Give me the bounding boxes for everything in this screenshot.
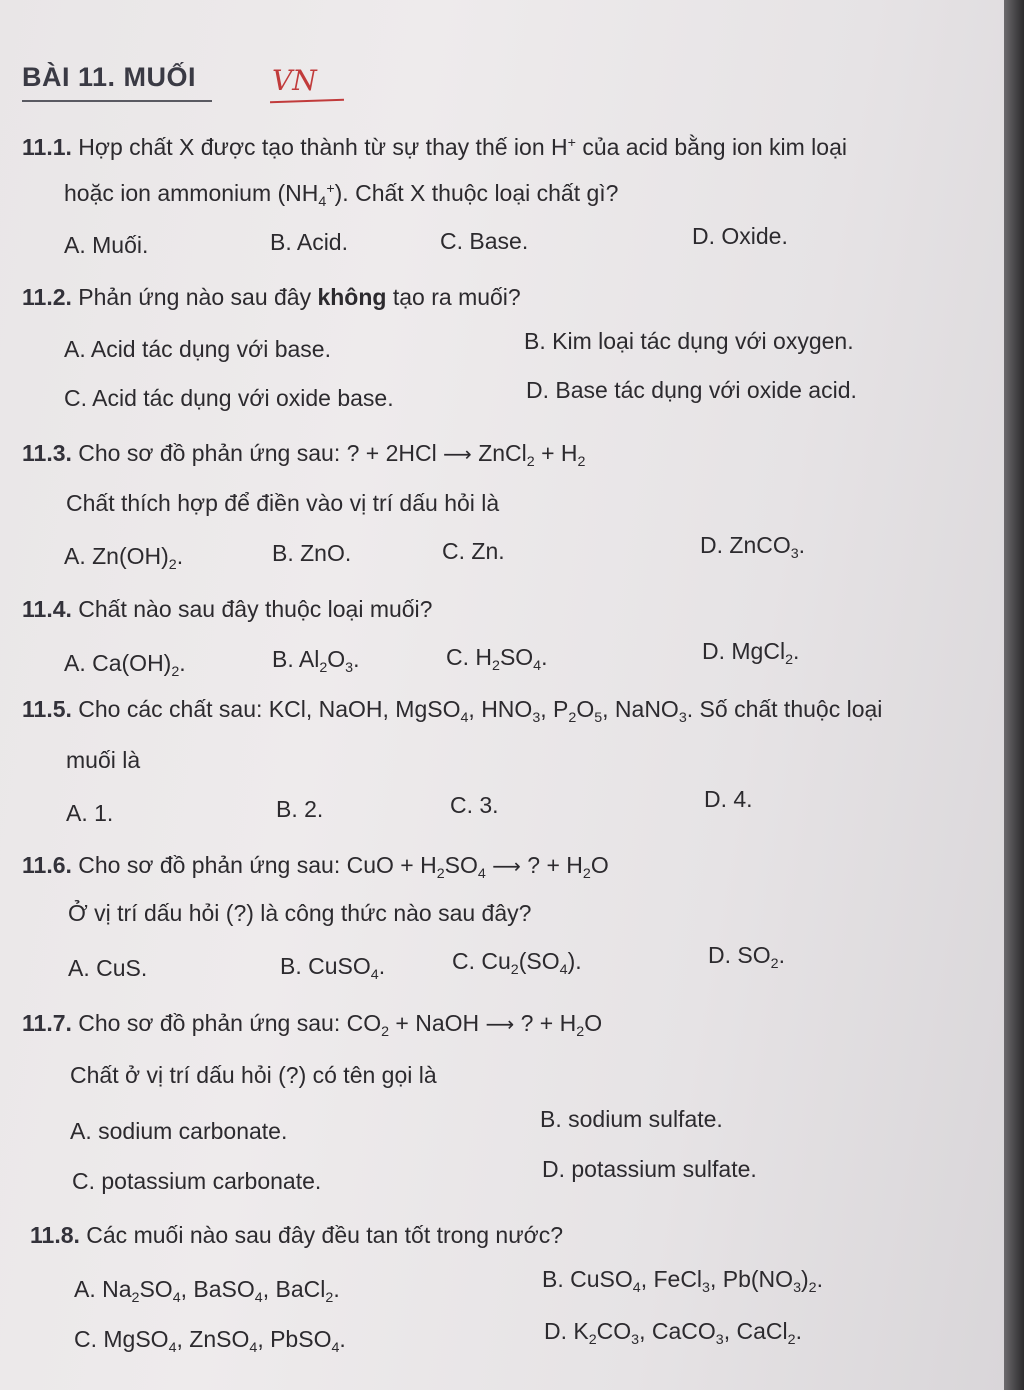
handwritten-annotation: VN (272, 64, 317, 97)
page-edge-shadow (1004, 0, 1024, 1390)
option-11-1-d[interactable]: D. Oxide. (692, 223, 788, 249)
option-11-8-c[interactable]: C. MgSO$_4$, ZnSO$_4$, PbSO$_4$. (74, 1326, 346, 1356)
question-11-6-stem-cont: Ở vị trí dấu hỏi (?) là công thức nào sau đây? (68, 900, 532, 926)
option-11-5-a[interactable]: A. 1. (66, 800, 114, 826)
question-11-1-stem: 11.1. Hợp chất X được tạo thành từ sự thay thế ion H+ của acid bằng ion kim loại (22, 134, 847, 160)
question-11-1-stem-cont: hoặc ion ammonium $(NH_4^+)$. Chất X thuộc loại chất gì? (64, 180, 619, 210)
title-underline (22, 100, 212, 102)
question-11-5-stem: 11.5. Cho các chất sau: KCl, NaOH, MgSO$_4$, $HNO_3$, $P_2O_5$, NaNO$_3$. Số chất thuộc loại (22, 696, 883, 726)
option-11-4-b[interactable]: B. $Al_2O_3$. (272, 646, 360, 676)
lesson-title: BÀI 11. MUỐI (22, 62, 197, 92)
option-11-7-c[interactable]: C. potassium carbonate. (72, 1168, 322, 1194)
option-11-3-d[interactable]: D. ZnCO$_3$. (700, 532, 806, 562)
option-11-6-a[interactable]: A. CuS. (68, 955, 148, 981)
question-11-3-stem: 11.3. Cho sơ đồ phản ứng sau: ? + 2HCl ⟶ ZnCl$_2$ + $H_2$ (22, 440, 586, 470)
option-11-5-d[interactable]: D. 4. (704, 786, 753, 812)
option-11-3-c[interactable]: C. Zn. (442, 538, 505, 564)
question-11-5-stem-cont: muối là (66, 747, 141, 773)
option-11-2-d[interactable]: D. Base tác dụng với oxide acid. (526, 377, 857, 403)
option-11-7-a[interactable]: A. sodium carbonate. (70, 1118, 288, 1144)
option-11-2-c[interactable]: C. Acid tác dụng với oxide base. (64, 385, 394, 411)
equation-11-3: ? + 2HCl ⟶ ZnCl$_2$ + $H_2$ (346, 440, 586, 470)
option-11-1-b[interactable]: B. Acid. (270, 229, 348, 255)
option-11-6-d[interactable]: D. $SO_2$. (708, 942, 785, 972)
equation-11-6: CuO + $H_2SO_4$ ⟶ ? + $H_2O$ (346, 852, 609, 882)
arrow-icon: ⟶ (485, 1012, 515, 1036)
option-11-8-d[interactable]: D. $K_2CO_3$, CaCO$_3$, CaCl$_2$. (544, 1318, 802, 1348)
question-11-2-stem: 11.2. Phản ứng nào sau đây không tạo ra muối? (22, 284, 521, 310)
arrow-icon: ⟶ (443, 442, 472, 466)
option-11-4-a[interactable]: A. $Ca(OH)_2$. (64, 650, 186, 680)
option-11-8-a[interactable]: A. $Na_2SO_4$, BaSO$_4$, BaCl$_2$. (74, 1276, 340, 1306)
option-11-6-b[interactable]: B. CuSO$_4$. (280, 953, 386, 983)
option-11-4-c[interactable]: C. $H_2SO_4$. (446, 644, 548, 674)
question-11-7-stem: 11.7. Cho sơ đồ phản ứng sau: $CO_2$ + NaOH ⟶ ? + $H_2O$ (22, 1010, 603, 1040)
option-11-2-b[interactable]: B. Kim loại tác dụng với oxygen. (524, 328, 854, 354)
option-11-5-b[interactable]: B. 2. (276, 796, 324, 822)
option-11-6-c[interactable]: C. $Cu_2(SO_4)$. (452, 948, 582, 978)
equation-11-7: $CO_2$ + NaOH ⟶ ? + $H_2O$ (346, 1010, 603, 1040)
option-11-3-a[interactable]: A. $Zn(OH)_2$. (64, 543, 184, 573)
option-11-7-b[interactable]: B. sodium sulfate. (540, 1106, 723, 1132)
question-11-6-stem: 11.6. Cho sơ đồ phản ứng sau: CuO + $H_2SO_4$ ⟶ ? + $H_2O$ (22, 852, 609, 882)
question-11-4-stem: 11.4. Chất nào sau đây thuộc loại muối? (22, 596, 433, 622)
option-11-1-a[interactable]: A. Muối. (64, 232, 149, 258)
question-11-3-stem-cont: Chất thích hợp để điền vào vị trí dấu hỏi là (66, 490, 500, 516)
option-11-7-d[interactable]: D. potassium sulfate. (542, 1156, 757, 1182)
question-11-8-stem: 11.8. Các muối nào sau đây đều tan tốt trong nước? (30, 1222, 563, 1248)
option-11-5-c[interactable]: C. 3. (450, 792, 499, 818)
option-11-4-d[interactable]: D. MgCl$_2$. (702, 638, 800, 668)
handwritten-underline (270, 99, 344, 104)
option-11-1-c[interactable]: C. Base. (440, 228, 529, 254)
question-11-7-stem-cont: Chất ở vị trí dấu hỏi (?) có tên gọi là (70, 1062, 437, 1088)
arrow-icon: ⟶ (492, 854, 521, 878)
option-11-8-b[interactable]: B. CuSO$_4$, FeCl$_3$, $Pb(NO_3)_2$. (542, 1266, 823, 1296)
option-11-3-b[interactable]: B. ZnO. (272, 540, 352, 566)
option-11-2-a[interactable]: A. Acid tác dụng với base. (64, 336, 331, 362)
